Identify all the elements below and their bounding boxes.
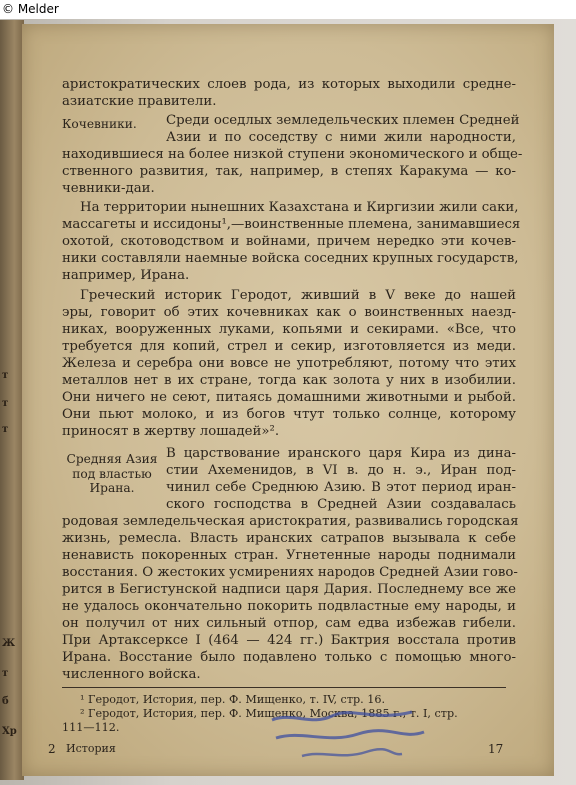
- text-line: никах, вооруженных луками, копьями и секирами. «Все, что: [62, 322, 516, 337]
- text-line: восстания. О жестоких усмирениях народов Средней Азии гово-: [62, 565, 518, 580]
- text-line: массагеты и иссидоны¹,—воинственные племена, занимавшиеся: [62, 217, 521, 232]
- text-line: приносят в жертву лошадей»².: [62, 424, 280, 439]
- footnote: ¹ Геродот, История, пер. Ф. Мищенко, т. IV, стр. 16.: [80, 693, 386, 706]
- side-heading-line: под властью: [72, 466, 152, 481]
- text-line: ники составляли наемные войска соседних крупных государств,: [62, 251, 519, 266]
- handwritten-scribble: [262, 698, 432, 768]
- text-line: стии Ахеменидов, в VI в. до н. э., Иран под-: [166, 463, 516, 478]
- side-heading-line: Ирана.: [89, 481, 135, 495]
- text-line: рится в Бегистунской надписи царя Дария. Последнему все же: [62, 582, 516, 597]
- text-line: аристократических слоев рода, из которых выходили средне-: [62, 77, 516, 92]
- text-line: ственного развития, так, например, в степях Каракума — ко-: [62, 164, 516, 179]
- text-line: Они пьют молоко, и из богов чтут только солнце, которому: [62, 407, 516, 422]
- text-line: охотой, скотоводством и войнами, причем нередко эти кочев-: [62, 234, 516, 249]
- adjacent-page-edge: [0, 20, 24, 780]
- text-line: При Артаксерксе I (464 — 424 гг.) Бактрия восстала против: [62, 633, 516, 648]
- text-line: находившиеся на более низкой ступени экономического и обще-: [62, 147, 523, 162]
- text-line: металлов нет в их стране, тогда как золота у них в изобилии.: [62, 373, 516, 388]
- text-line: ского господства в Средней Азии создавалась: [166, 497, 516, 512]
- text-line: чинил себе Среднюю Азию. В этот период иран-: [166, 480, 516, 495]
- text-line: он получил от них сильный отпор, сам едва избежав гибели.: [62, 616, 516, 631]
- text-line: Среди оседлых земледельческих племен Средней: [166, 113, 520, 128]
- adjacent-page-fragment: Ж: [2, 638, 16, 649]
- adjacent-page-fragment: Хр: [2, 726, 17, 737]
- text-line: Ирана. Восстание было подавлено только с помощью много-: [62, 650, 516, 665]
- watermark-text: © Melder: [2, 2, 59, 16]
- text-line: например, Ирана.: [62, 268, 190, 283]
- text-line: В царствование иранского царя Кира из дина-: [166, 446, 516, 461]
- watermark-bar: [0, 0, 576, 19]
- footnote-rule: [62, 687, 506, 688]
- adjacent-page-fragment: т: [2, 398, 9, 409]
- text-line: Железа и серебра они вовсе не употребляют, потому что этих: [62, 356, 516, 371]
- footnote: 111—112.: [62, 721, 120, 734]
- text-line: требуется для копий, стрел и секир, изготовляется из меди.: [62, 339, 516, 354]
- adjacent-page-fragment: т: [2, 424, 9, 435]
- adjacent-page-fragment: б: [2, 696, 9, 707]
- side-heading-line: Средняя Азия: [66, 452, 158, 466]
- text-line: На территории нынешних Казахстана и Киргизии жили саки,: [80, 200, 519, 215]
- adjacent-page-fragment: т: [2, 668, 9, 679]
- side-heading-persian-rule: [62, 452, 162, 496]
- signature-mark: 2: [48, 742, 56, 756]
- text-line: Они ничего не сеют, питаясь домашними животными и рыбой.: [62, 390, 516, 405]
- text-line: численного войска.: [62, 667, 201, 682]
- text-line: жизнь, ремесла. Власть иранских сатрапов вызывала к себе: [62, 531, 516, 546]
- text-line: Греческий историк Геродот, живший в V веке до нашей: [80, 288, 516, 303]
- footnote: ² Геродот, История, пер. Ф. Мищенко, Москва, 1885 г., т. I, стр.: [80, 707, 458, 720]
- text-line: эры, говорит об этих кочевниках как о воинственных наезд-: [62, 305, 516, 320]
- text-line: не удалось окончательно покорить подвластные ему народы, и: [62, 599, 516, 614]
- adjacent-page-fragment: т: [2, 370, 9, 381]
- side-heading-nomads: Кочевники.: [62, 117, 137, 131]
- text-line: Азии и по соседству с ними жили народности,: [166, 130, 516, 145]
- text-line: чевники-даи.: [62, 181, 155, 196]
- page-number: 17: [488, 742, 504, 756]
- signature-label: История: [66, 742, 116, 755]
- text-line: ненависть покоренных стран. Угнетенные народы поднимали: [62, 548, 516, 563]
- text-line: родовая земледельческая аристократия, развивались городская: [62, 514, 519, 529]
- text-line: азиатские правители.: [62, 94, 217, 109]
